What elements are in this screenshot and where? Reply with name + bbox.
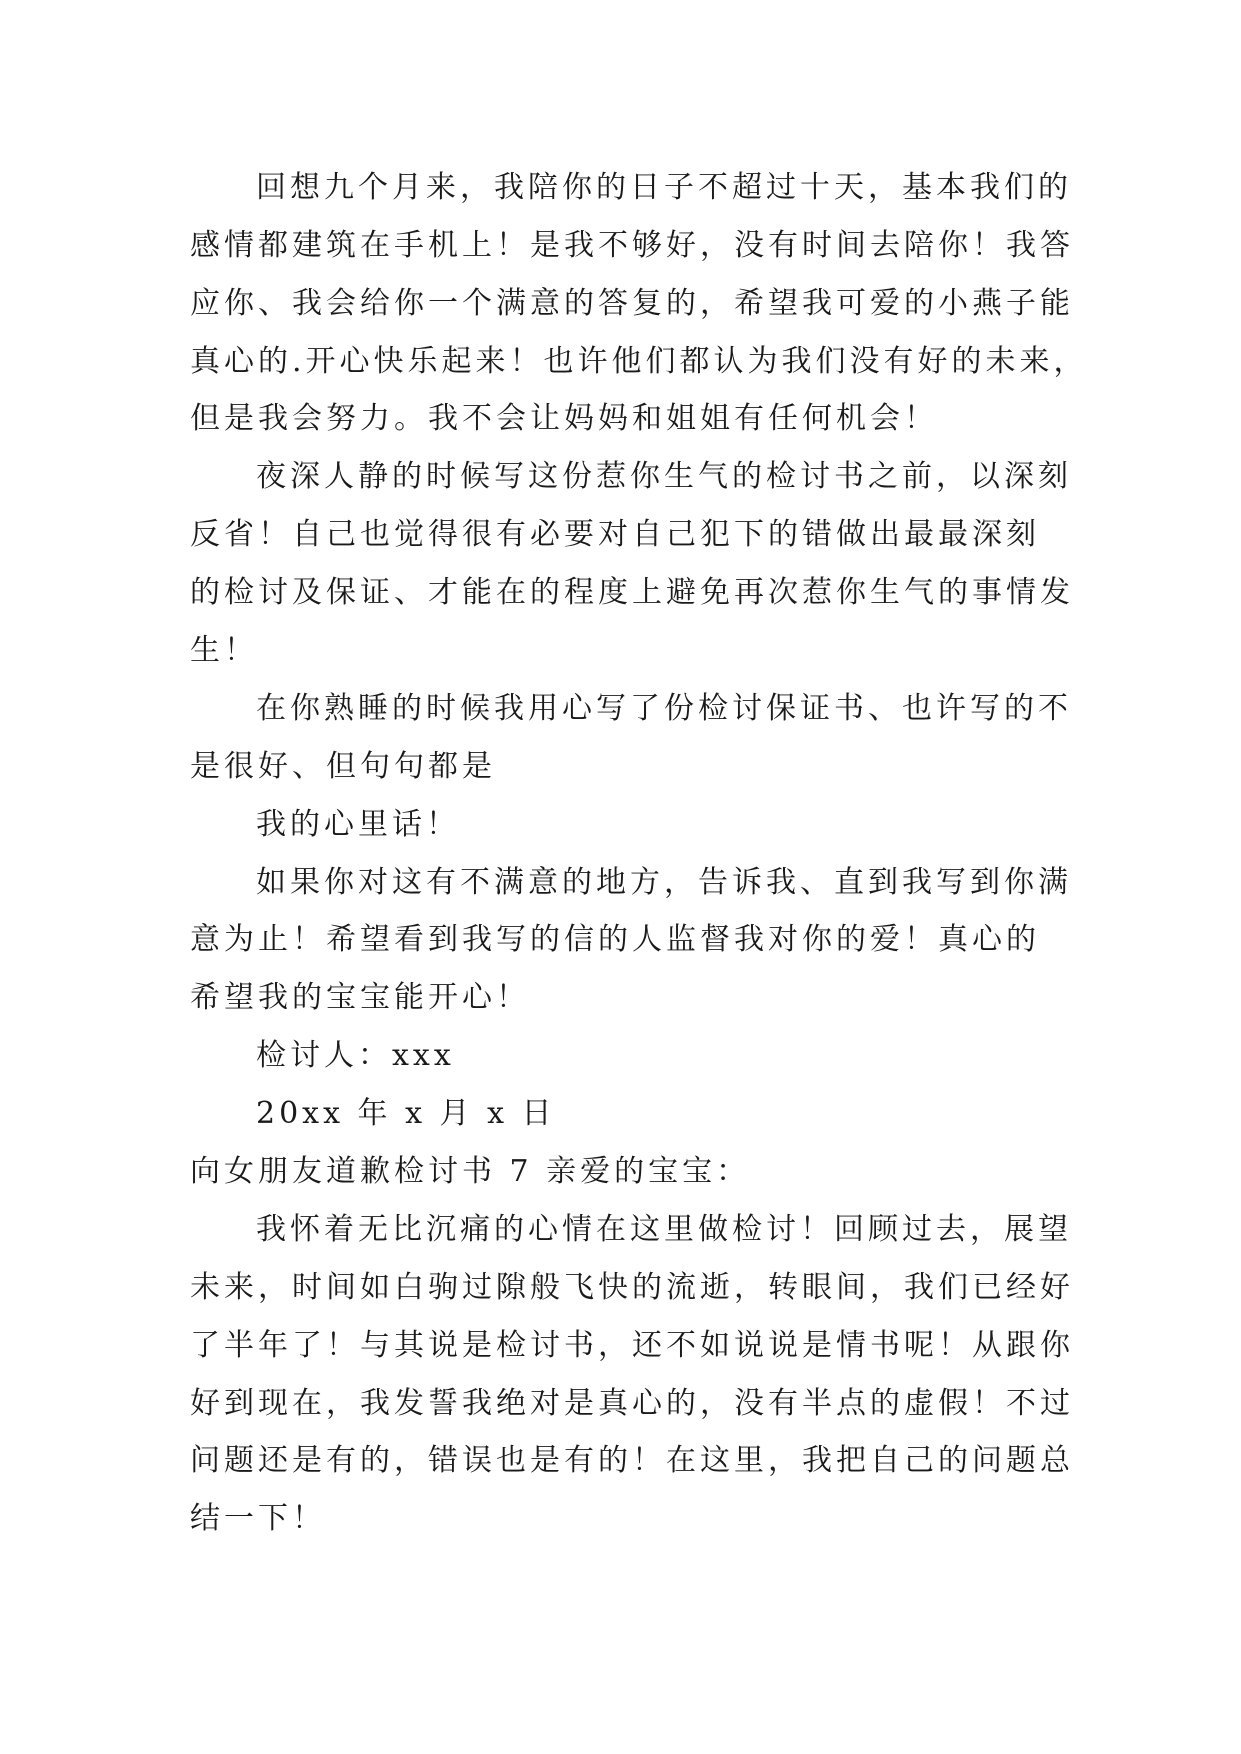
signature-line: 检讨人：xxx <box>256 1038 455 1073</box>
text-line: 应你、我会给你一个满意的答复的，希望我可爱的小燕子能 <box>190 286 1074 321</box>
date-line: 20xx 年 x 月 x 日 <box>256 1096 556 1131</box>
text-line: 真心的.开心快乐起来！也许他们都认为我们没有好的未来， <box>190 344 1088 379</box>
text-line: 结一下！ <box>190 1501 326 1536</box>
text-line: 的检讨及保证、才能在的程度上避免再次惹你生气的事情发 <box>190 575 1074 610</box>
text-line: 在你熟睡的时候我用心写了份检讨保证书、也许写的不 <box>256 691 1072 726</box>
text-line: 希望我的宝宝能开心！ <box>190 980 530 1015</box>
text-line: 未来，时间如白驹过隙般飞快的流逝，转眼间，我们已经好 <box>190 1270 1074 1305</box>
text-line: 回想九个月来，我陪你的日子不超过十天，基本我们的 <box>256 170 1072 205</box>
text-line: 好到现在，我发誓我绝对是真心的，没有半点的虚假！不过 <box>190 1386 1074 1421</box>
text-line: 我的心里话！ <box>256 807 460 842</box>
text-line: 如果你对这有不满意的地方，告诉我、直到我写到你满 <box>256 865 1072 900</box>
text-line: 是很好、但句句都是 <box>190 749 496 784</box>
text-line: 但是我会努力。我不会让妈妈和姐姐有任何机会！ <box>190 401 938 436</box>
section-heading: 向女朋友道歉检讨书 7 亲爱的宝宝： <box>190 1154 751 1189</box>
text-line: 问题还是有的，错误也是有的！在这里，我把自己的问题总 <box>190 1443 1074 1478</box>
text-line: 我怀着无比沉痛的心情在这里做检讨！回顾过去，展望 <box>256 1212 1072 1247</box>
text-line: 夜深人静的时候写这份惹你生气的检讨书之前，以深刻 <box>256 459 1072 494</box>
text-line: 感情都建筑在手机上！是我不够好，没有时间去陪你！我答 <box>190 228 1074 263</box>
text-line: 意为止！希望看到我写的信的人监督我对你的爱！真心的 <box>190 922 1040 957</box>
text-line: 了半年了！与其说是检讨书，还不如说说是情书呢！从跟你 <box>190 1328 1074 1363</box>
text-line: 生！ <box>190 633 258 668</box>
text-line: 反省！自己也觉得很有必要对自己犯下的错做出最最深刻 <box>190 517 1040 552</box>
